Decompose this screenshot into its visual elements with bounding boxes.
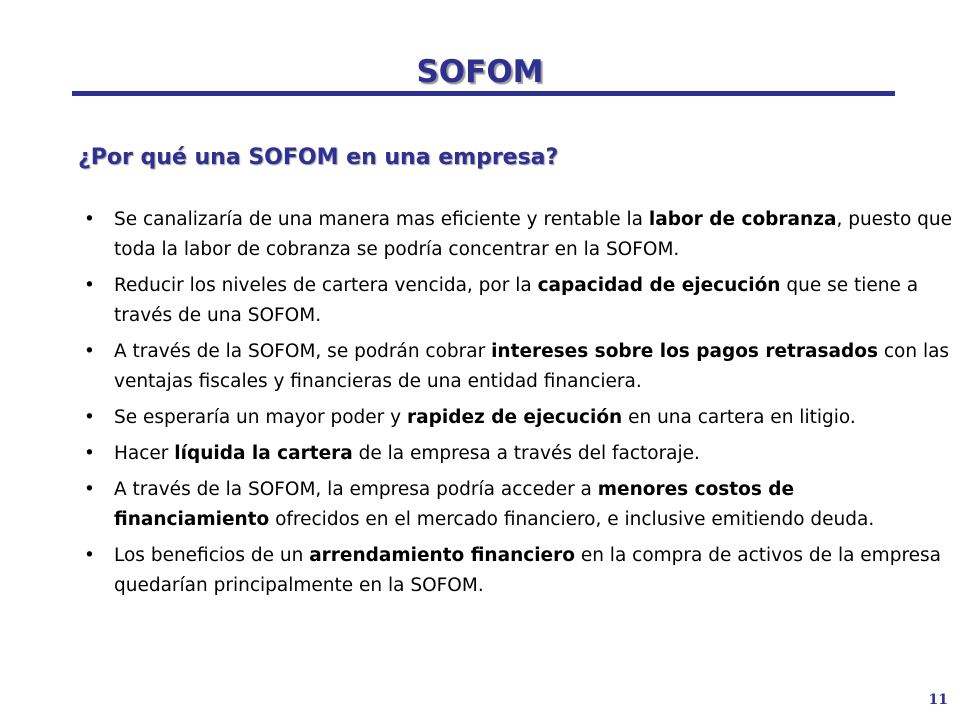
bullet-item xyxy=(84,541,954,601)
bullet-text: Los beneficios de un xyxy=(114,545,310,566)
bullet-emphasis: líquida la cartera xyxy=(174,443,353,464)
bullet-text: en una cartera en litigio. xyxy=(622,407,856,428)
slide-subtitle: ¿Por qué una SOFOM en una empresa? xyxy=(78,145,559,170)
bullet-emphasis: menores costos de financiamiento xyxy=(114,479,795,530)
bullet-emphasis: intereses sobre los pagos retrasados xyxy=(491,341,878,362)
bullet-emphasis: capacidad de ejecución xyxy=(537,275,781,296)
bullet-item xyxy=(84,205,954,265)
title-underline xyxy=(72,91,895,96)
bullet-emphasis: rapidez de ejecución xyxy=(407,407,623,428)
bullet-item xyxy=(84,439,954,469)
bullet-item xyxy=(84,403,954,433)
page-number: 11 xyxy=(928,692,948,708)
bullet-marker: • xyxy=(84,479,95,500)
bullet-marker: • xyxy=(84,275,95,296)
bullet-text: con las ventajas fiscales y financieras de una entidad financiera. xyxy=(114,341,950,392)
bullet-text: , puesto que toda la labor de cobranza se podría concentrar en la SOFOM. xyxy=(114,209,952,260)
bullet-text: que se tiene a través de una SOFOM. xyxy=(114,275,919,326)
bullet-marker: • xyxy=(84,209,95,230)
bullet-text: Hacer xyxy=(114,443,175,464)
bullet-text: A través de la SOFOM, se podrán cobrar xyxy=(114,341,492,362)
bullet-item xyxy=(84,271,954,331)
bullet-text: A través de la SOFOM, la empresa podría acceder a xyxy=(114,479,598,500)
bullet-item xyxy=(84,337,954,397)
bullet-item xyxy=(84,475,954,535)
bullet-list xyxy=(84,205,954,607)
bullet-marker: • xyxy=(84,545,95,566)
slide-title: SOFOM xyxy=(416,54,544,90)
bullet-marker: • xyxy=(84,407,95,428)
bullet-marker: • xyxy=(84,341,95,362)
bullet-marker: • xyxy=(84,443,95,464)
bullet-emphasis: labor de cobranza xyxy=(648,209,837,230)
bullet-text: Se canalizaría de una manera mas eficiente y rentable la xyxy=(114,209,649,230)
bullet-text: de la empresa a través del factoraje. xyxy=(352,443,700,464)
bullet-emphasis: arrendamiento financiero xyxy=(309,545,575,566)
bullet-text: en la compra de activos de la empresa quedarían principalmente en la SOFOM. xyxy=(114,545,941,596)
bullet-text: Reducir los niveles de cartera vencida, por la xyxy=(114,275,538,296)
bullet-text: ofrecidos en el mercado financiero, e inclusive emitiendo deuda. xyxy=(269,509,875,530)
bullet-text: Se esperaría un mayor poder y xyxy=(114,407,408,428)
